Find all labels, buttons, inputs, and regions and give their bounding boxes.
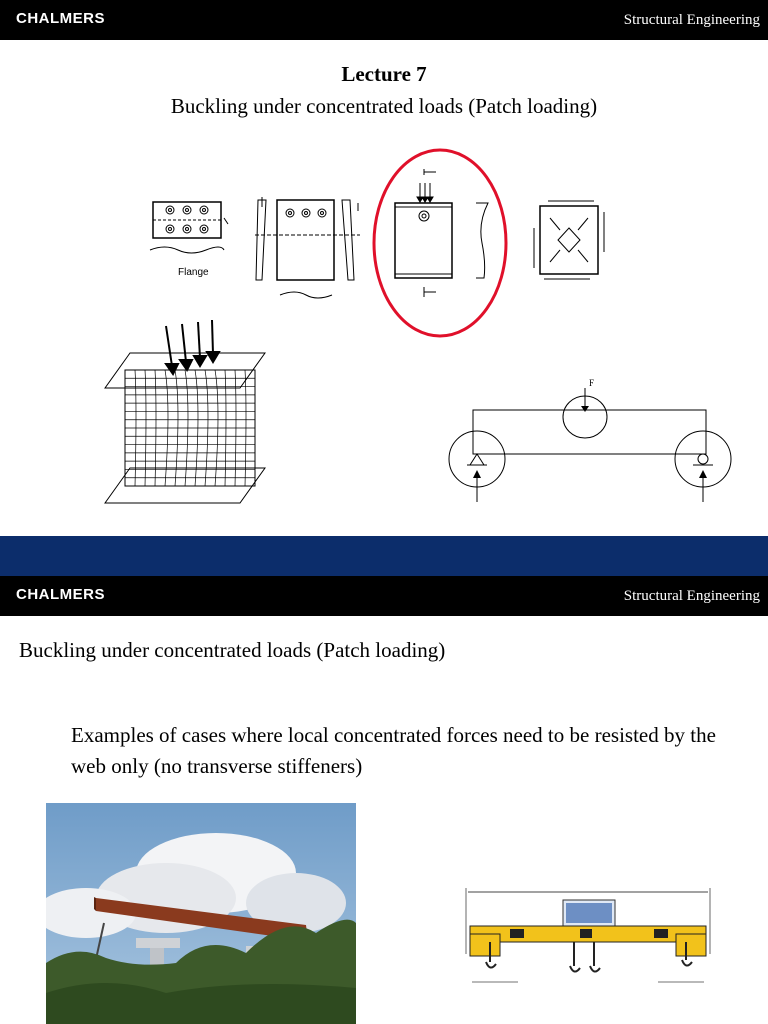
lecture-subtitle: Buckling under concentrated loads (Patch loading) xyxy=(170,94,598,118)
shear-panel-diagram xyxy=(528,198,613,283)
simply-supported-beam xyxy=(445,372,735,507)
slide2-heading: Buckling under concentrated loads (Patch loading) xyxy=(19,638,446,662)
chalmers-logo: CHALMERS xyxy=(16,10,105,27)
force-label: F xyxy=(589,378,595,388)
slide2-body-text: Examples of cases where local concentrated forces need to be resisted by the web only (no transverse stiffeners) xyxy=(71,723,716,778)
department-label: Structural Engineering xyxy=(623,588,760,604)
highlight-ring xyxy=(374,150,506,336)
slide2-header-bar xyxy=(0,576,768,616)
department-label: Structural Engineering xyxy=(623,12,760,28)
slide-separator-band xyxy=(0,536,768,576)
slide1-header-bar xyxy=(0,0,768,40)
chalmers-logo: CHALMERS xyxy=(16,586,105,603)
web-stress-diagram xyxy=(250,195,370,305)
flange-diagram xyxy=(140,190,240,285)
bridge-launch-photo xyxy=(46,803,356,1024)
fe-mesh-girder xyxy=(100,318,275,508)
patch-loading-panel xyxy=(370,145,515,343)
flange-label: Flange xyxy=(178,267,209,278)
lecture-title: Lecture 7 xyxy=(341,62,427,86)
overhead-crane-drawing xyxy=(458,884,718,994)
